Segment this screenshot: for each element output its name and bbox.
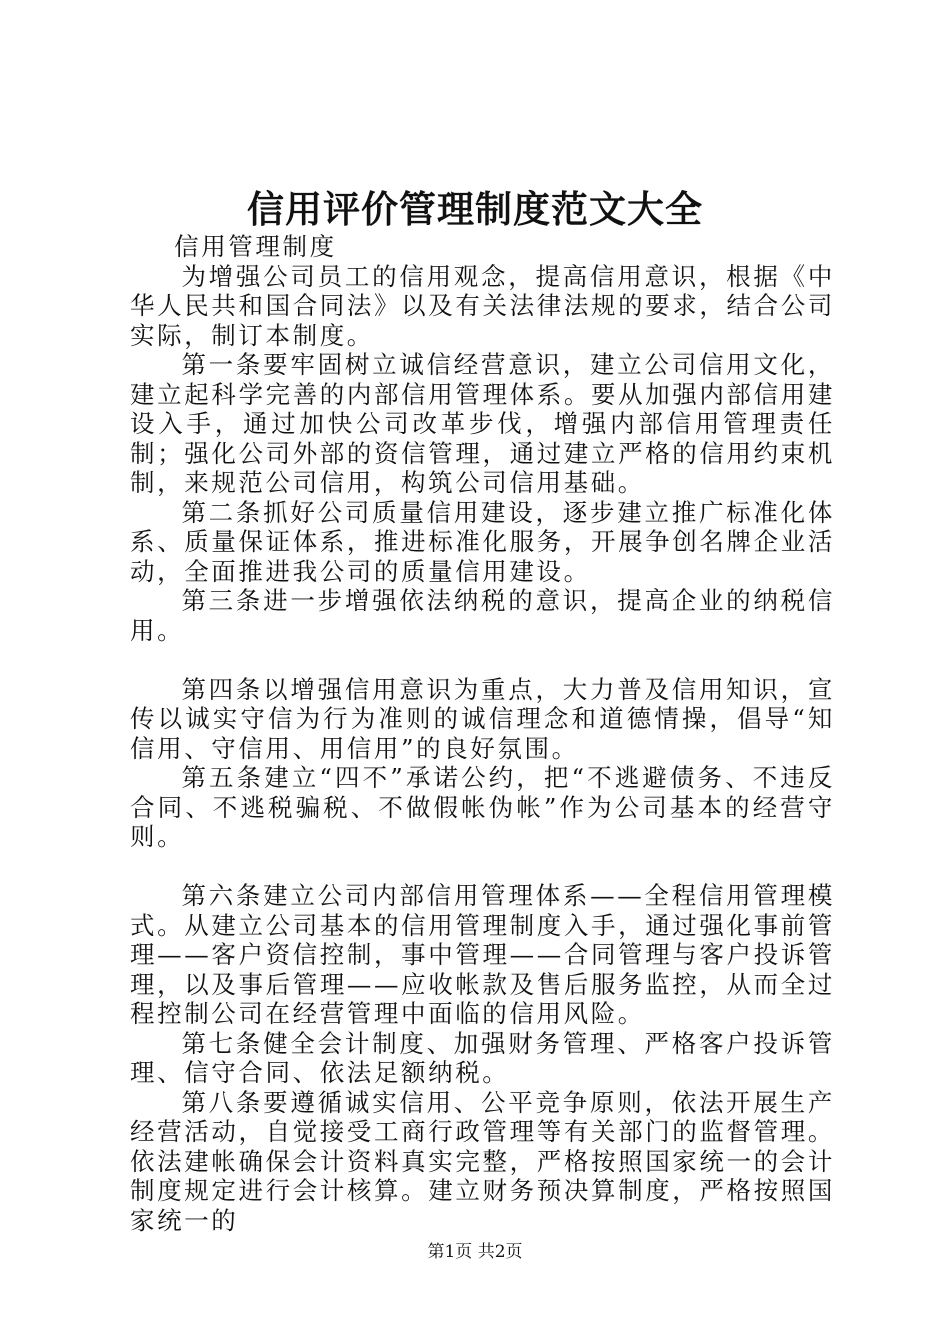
paragraph-article-3: 第三条进一步增强依法纳税的意识，提高企业的纳税信用。 [130,586,835,645]
section-subtitle: 信用管理制度 [174,232,337,261]
paragraph-article-1: 第一条要牢固树立诚信经营意识，建立公司信用文化，建立起科学完善的内部信用管理体系。要从加强内部信用建设入手，通过加快公司改革步伐，增强内部信用管理责任制；强化公司外部的资信管理，通过建立严格的信用约束机制，来规范公司信用，构筑公司信用基础。 [130,350,835,497]
paragraph-article-5: 第五条建立“四不”承诺公约，把“不逃避债务、不违反合同、不逃税骗税、不做假帐伪帐”作为公司基本的经营守则。 [130,763,835,851]
paragraph-article-7: 第七条健全会计制度、加强财务管理、严格客户投诉管理、信守合同、依法足额纳税。 [130,1028,835,1087]
paragraph-article-2: 第二条抓好公司质量信用建设，逐步建立推广标准化体系、质量保证体系，推进标准化服务，开展争创名牌企业活动，全面推进我公司的质量信用建设。 [130,497,835,586]
paragraph-article-4: 第四条以增强信用意识为重点，大力普及信用知识，宣传以诚实守信为行为准则的诚信理念和道德情操，倡导“知信用、守信用、用信用”的良好氛围。 [130,674,835,763]
page-footer: 第1页 共2页 [427,1242,523,1262]
paragraph-article-8: 第八条要遵循诚实信用、公平竞争原则，依法开展生产经营活动，自觉接受工商行政管理等有关部门的监督管理。依法建帐确保会计资料真实完整，严格按照国家统一的会计制度规定进行会计核算。建立财务预决算制度，严格按照国家统一的 [130,1087,835,1235]
paragraph-intro: 为增强公司员工的信用观念，提高信用意识，根据《中华人民共和国合同法》以及有关法律法规的要求，结合公司实际，制订本制度。 [130,261,835,350]
paragraph-article-6: 第六条建立公司内部信用管理体系——全程信用管理模式。从建立公司基本的信用管理制度入手，通过强化事前管理——客户资信控制，事中管理——合同管理与客户投诉管理，以及事后管理——应收帐款及售后服务监控，从而全过程控制公司在经营管理中面临的信用风险。 [130,881,835,1028]
document-title: 信用评价管理制度范文大全 [247,187,703,231]
document-body [130,232,835,1235]
